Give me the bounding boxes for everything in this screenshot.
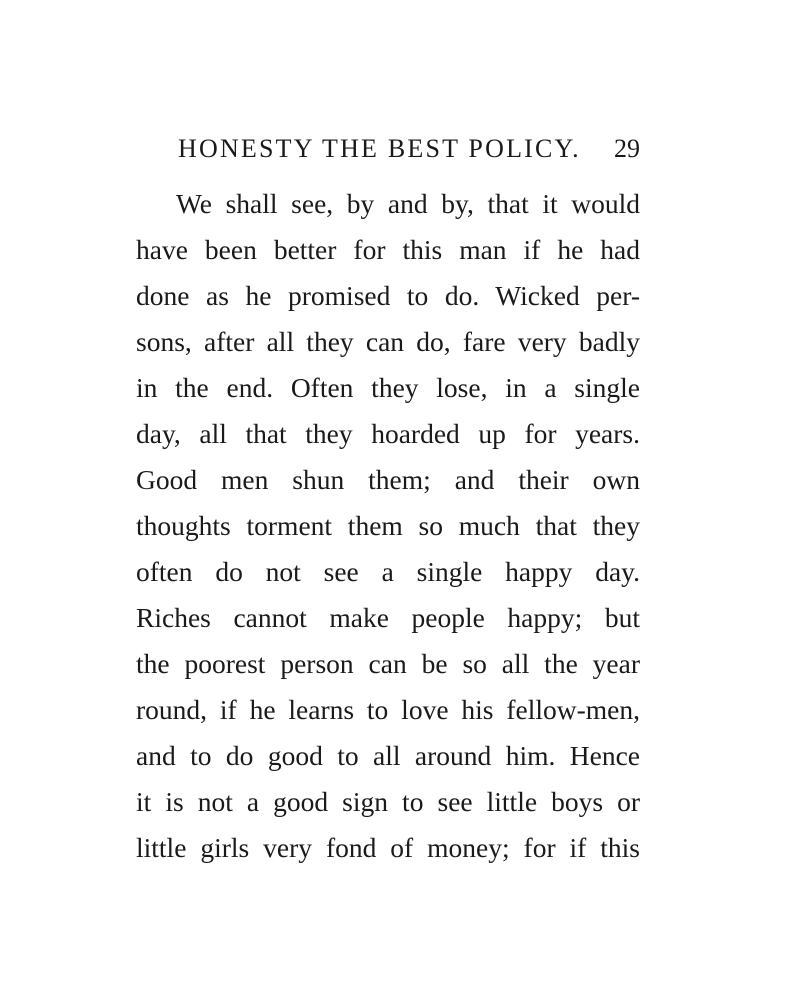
body-text <box>136 181 640 871</box>
text-line: the poorest person can be so all the year <box>136 648 640 679</box>
text-line: in the end. Often they lose, in a single <box>136 372 640 403</box>
page-number: 29 <box>614 134 640 163</box>
text-line: day, all that they hoarded up for years. <box>136 418 640 449</box>
text-line: done as he promised to do. Wicked per- <box>136 280 640 311</box>
text-line: We shall see, by and by, that it would <box>176 188 640 219</box>
text-line: Good men shun them; and their own <box>136 464 640 495</box>
text-line: have been better for this man if he had <box>136 234 640 265</box>
running-title: HONESTY THE BEST POLICY. <box>178 134 581 163</box>
text-line: little girls very fond of money; for if this <box>136 832 640 863</box>
text-line: often do not see a single happy day. <box>136 556 640 587</box>
running-head <box>178 131 640 167</box>
text-line: Riches cannot make people happy; but <box>136 602 640 633</box>
text-line: it is not a good sign to see little boys or <box>136 786 640 817</box>
text-line: thoughts torment them so much that they <box>136 510 640 541</box>
text-line: sons, after all they can do, fare very badly <box>136 326 640 357</box>
text-line: round, if he learns to love his fellow-men, <box>136 694 640 725</box>
text-line: and to do good to all around him. Hence <box>136 740 640 771</box>
